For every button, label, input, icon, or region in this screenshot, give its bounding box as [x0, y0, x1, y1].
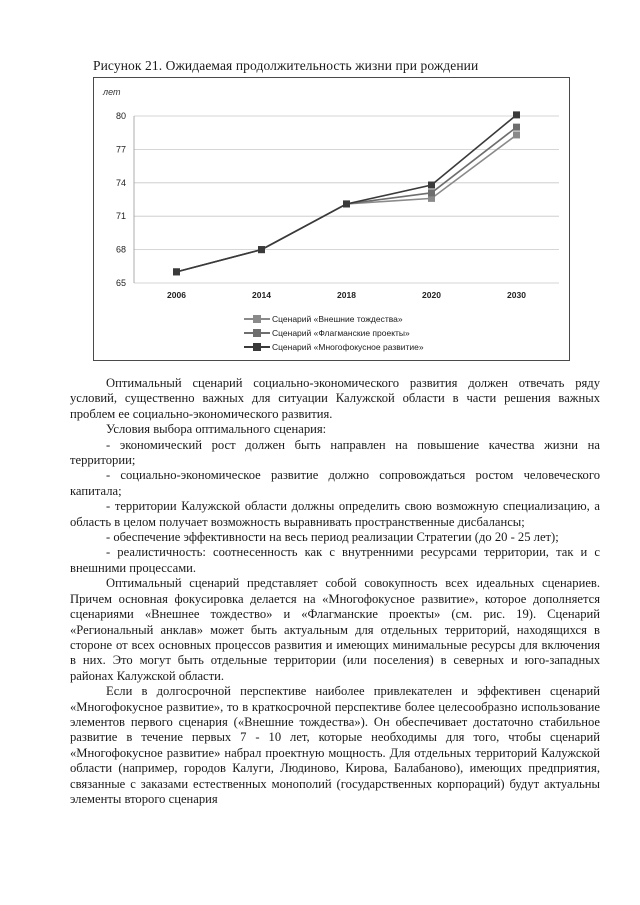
y-tick-label: 80: [115, 111, 126, 121]
body-text: [70, 376, 600, 807]
data-point: [428, 189, 435, 196]
series-line: [177, 127, 517, 272]
legend-marker-icon: [244, 328, 270, 338]
data-point: [173, 268, 180, 275]
chart-frame: [93, 77, 570, 361]
data-point: [513, 111, 520, 118]
y-tick-label: 74: [115, 177, 126, 188]
legend-marker-icon: [244, 342, 270, 352]
data-point: [513, 131, 520, 138]
x-tick-label: 2020: [422, 290, 441, 300]
legend-label: Сценарий «Флагманские проекты»: [272, 328, 410, 338]
x-tick-label: 2018: [337, 290, 356, 300]
y-tick-label: 65: [115, 278, 126, 288]
paragraph: Условия выбора оптимального сценария:: [106, 422, 327, 437]
legend-item: [244, 312, 424, 326]
legend-marker-icon: [244, 314, 270, 324]
data-point: [513, 124, 520, 131]
y-tick-label: 77: [115, 144, 126, 155]
data-point: [343, 200, 350, 207]
x-tick-label: 2006: [167, 290, 186, 300]
paragraph: - реалистичность: соотнесенность как с внутренними ресурсами территории, так и с внешними процессами.: [70, 545, 600, 575]
y-axis-label: лет: [103, 87, 121, 97]
chart-legend: [244, 312, 424, 354]
paragraph: - экономический рост должен быть направлен на повышение качества жизни на территории;: [70, 437, 600, 468]
legend-label: Сценарий «Многофокусное развитие»: [272, 342, 424, 352]
y-tick-label: 68: [115, 244, 126, 255]
series-line: [177, 115, 517, 272]
y-tick-label: 71: [115, 211, 126, 222]
paragraph: - обеспечение эффективности на весь период реализации Стратегии (до 20 - 25 лет);: [106, 530, 559, 545]
data-point: [428, 182, 435, 189]
legend-item: [244, 340, 424, 354]
legend-label: Сценарий «Внешние тождества»: [272, 314, 403, 324]
paragraph: Если в долгосрочной перспективе наиболее привлекателен и эффективен сценарий «Многофокусное развитие», то в краткосрочной перспективе более целесообразно использование элементов первого сценария («Внешние тождества»). Он обеспечивает достаточно стабильное развитие в течение первых 7 - 10 лет, которые необходимы для того, чтобы сценарий «Многофокусное развитие» набрал проектную мощность. Для отдельных территорий Калужской области (например, городов Калуги, Людиново, Кирова, Балабаново), имеющих предприятия, связанные с заказами естественных монополий (государственных корпораций) будут актуальны элементы второго сценария: [70, 684, 600, 806]
paragraph: Оптимальный сценарий социально-экономического развития должен отвечать ряду условий, существенно важных для ситуации Калужской области в части решения важных проблем ее социально-экономического развития.: [70, 376, 600, 421]
figure-title: Рисунок 21. Ожидаемая продолжительность жизни при рождении: [93, 58, 479, 73]
x-tick-label: 2030: [507, 290, 526, 300]
paragraph: - социально-экономическое развитие должно сопровождаться ростом человеческого капитала;: [70, 468, 600, 498]
x-tick-label: 2014: [252, 290, 271, 300]
legend-item: [244, 326, 424, 340]
paragraph: - территории Калужской области должны определить свою возможную специализацию, а область в целом получает возможность выравнивать пространственные дисбалансы;: [70, 499, 600, 529]
data-point: [258, 246, 265, 253]
paragraph: Оптимальный сценарий представляет собой совокупность всех идеальных сценариев. Причем основная фокусировка делается на «Многофокусное развитие», которое дополняется сценариями «Внешнее тождество» и «Флагманские проекты» (см. рис. 19). Сценарий «Региональный анклав» может быть актуальным для отдельных территорий, находящихся в стороне от всех основных процессов развития и имеющих минимальные ресурсы для включения в них. Это могут быть отдельные территории (или поселения) в северных и юго-западных районах Калужской области.: [70, 576, 600, 683]
